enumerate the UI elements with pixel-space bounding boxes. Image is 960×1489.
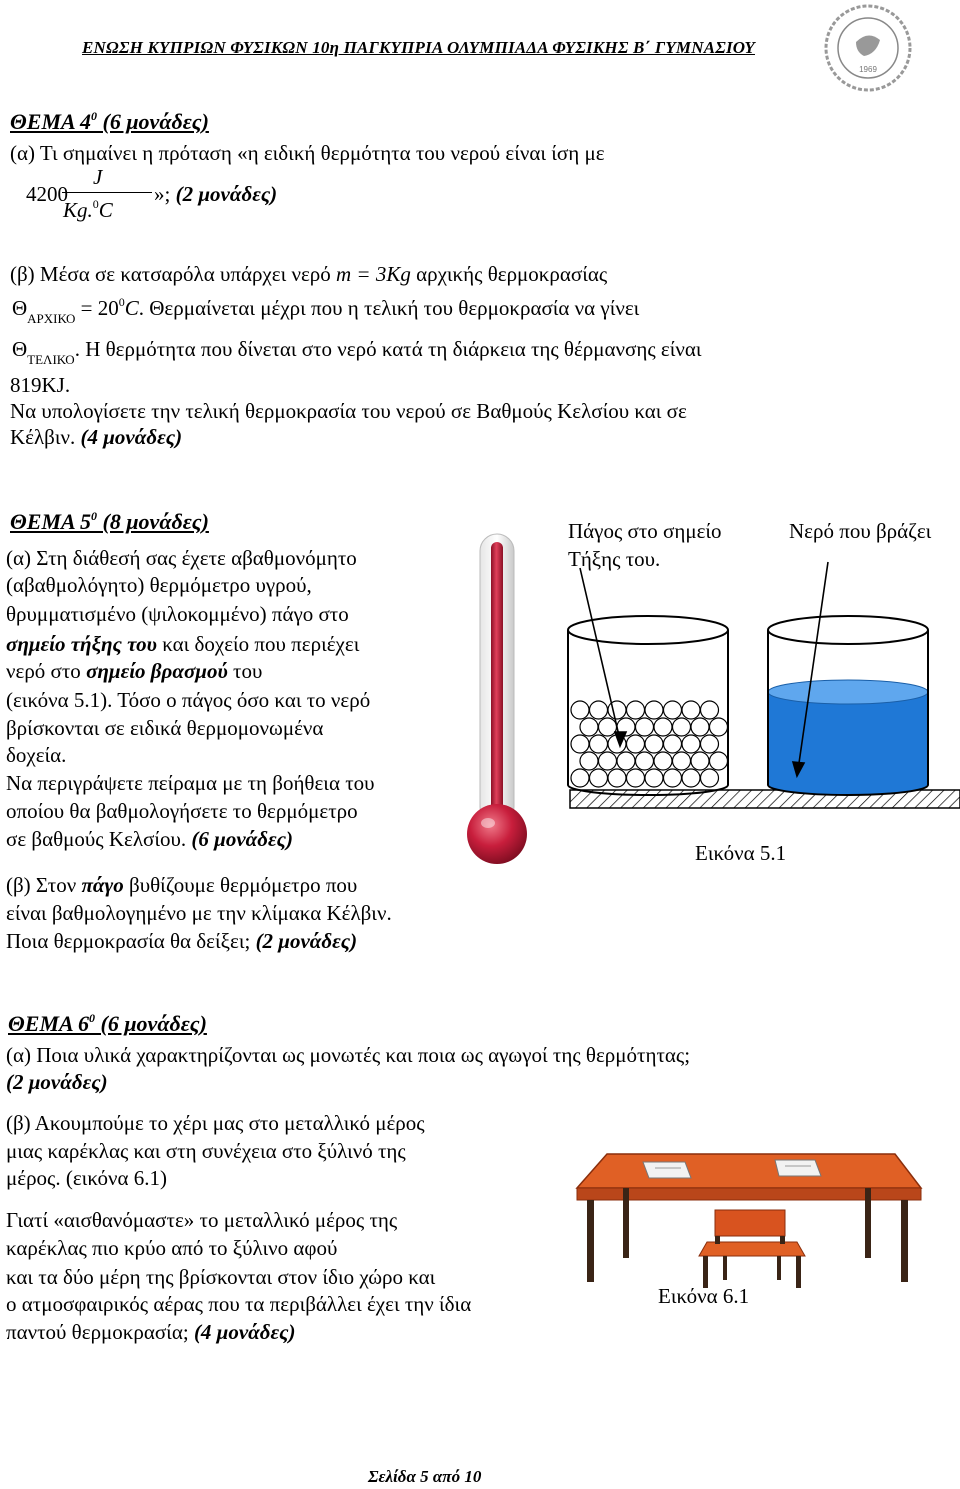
q5-a-line5-start: νερό στο — [6, 659, 87, 683]
subscript-final: ΤΕΛΙΚΟ — [27, 352, 75, 367]
figure-5-1-caption: Εικόνα 5.1 — [695, 841, 787, 865]
desk-top — [577, 1154, 921, 1188]
ice-piece — [682, 769, 700, 787]
q5-a-line1: (α) Στη διάθεσή σας έχετε αβαθμονόμητο — [6, 546, 357, 570]
q6-title-sup: 0 — [89, 1011, 95, 1025]
q4-b-line6 — [10, 425, 182, 449]
q4-a-end — [154, 182, 277, 206]
q6-c-line3: και τα δύο μέρη της βρίσκονται στον ίδιο χώρο και — [6, 1265, 436, 1289]
q4-a-line: (α) Τι σημαίνει η πρόταση «η ειδική θερμότητα του νερού είναι ίση με — [10, 141, 605, 165]
q4-b-line2-end: . Θερμαίνεται μέχρι που η τελική του θερμοκρασία να γίνει — [138, 296, 640, 320]
q6-a-points: (2 μονάδες) — [6, 1070, 108, 1094]
q4-b-line1 — [10, 262, 607, 286]
ice-piece — [701, 735, 719, 753]
ice-piece — [608, 769, 626, 787]
figure-5-1-beakers — [540, 560, 960, 830]
q5-a-line7: βρίσκονται σε ειδικά θερμομονωμένα — [6, 716, 324, 740]
q4-b-mass: m = 3Kg — [336, 262, 411, 286]
q4-a-number: 4200 — [26, 182, 68, 206]
q6-c-line2: καρέκλας πιο κρύο από το ξύλινο αφού — [6, 1236, 338, 1260]
ice-piece — [599, 718, 617, 736]
q4-a-frac-den-sup: 0 — [92, 197, 99, 211]
q6-a-line: (α) Ποια υλικά χαρακτηρίζονται ως μονωτές και ποια ως αγωγοί της θερμότητας; — [6, 1043, 691, 1067]
q5-a-bold2: σημείο βρασμού — [86, 659, 228, 683]
ice-piece — [682, 701, 700, 719]
q5-a-line5-end: του — [227, 659, 263, 683]
ice-piece — [645, 769, 663, 787]
q4-a-frac-den-text: Kg. — [63, 198, 93, 222]
q5-b-line1-end: βυθίζουμε θερμόμετρο που — [123, 873, 358, 897]
ice-piece — [673, 752, 691, 770]
q6-title — [8, 1012, 207, 1039]
q4-a-frac-denominator — [63, 198, 113, 225]
ice-piece — [654, 718, 672, 736]
ice-piece — [617, 752, 635, 770]
q4-specific-heat-expression — [26, 165, 306, 225]
q5-title-text: ΘΕΜΑ 5 — [10, 509, 91, 534]
page-footer: Σελίδα 5 από 10 — [368, 1467, 482, 1486]
ice-piece — [571, 701, 589, 719]
ice-piece — [571, 769, 589, 787]
q5-title-sup: 0 — [91, 509, 97, 523]
ice-piece — [701, 769, 719, 787]
boiling-water-beaker — [768, 616, 928, 795]
q5-title-points: (8 μονάδες) — [97, 509, 209, 534]
ice-piece — [701, 701, 719, 719]
q4-b-line5: Να υπολογίσετε την τελική θερμοκρασία του νερού σε Βαθμούς Κελσίου και σε — [10, 399, 687, 423]
ice-piece — [627, 701, 645, 719]
q5-a-mid1: και δοχείο που περιέχει — [156, 632, 360, 656]
ice-piece — [636, 718, 654, 736]
ice-piece — [590, 735, 608, 753]
ice-piece — [682, 735, 700, 753]
chair-backrest — [715, 1210, 785, 1236]
page-header: ΕΝΩΣΗ ΚΥΠΡΙΩΝ ΦΥΣΙΚΩΝ 10η ΠΑΓΚΥΠΡΙΑ ΟΛΥΜΠΙΑΔΑ ΦΥΣΙΚΗΣ Β΄ ΓΥΜΝΑΣΙΟΥ — [82, 38, 755, 57]
q5-title — [10, 510, 209, 537]
q4-b-line1-start: (β) Μέσα σε κατσαρόλα υπάρχει νερό — [10, 262, 337, 286]
q5-b-bold: πάγο — [81, 873, 124, 897]
q4-title — [10, 110, 209, 137]
q6-b-line2: μιας καρέκλας και στη συνέχεια στο ξύλινό της — [6, 1139, 406, 1163]
ice-piece — [571, 735, 589, 753]
ice-piece — [580, 752, 598, 770]
ice-beaker — [568, 616, 728, 795]
ice-piece — [636, 752, 654, 770]
ice-piece — [645, 701, 663, 719]
q4-b-points: (4 μονάδες) — [80, 425, 183, 449]
q4-a-points: (2 μονάδες) — [175, 182, 278, 206]
chair — [699, 1210, 805, 1288]
q4-b-line3 — [12, 337, 702, 367]
association-logo — [818, 2, 918, 96]
q4-b-line6-text: Κέλβιν. — [10, 425, 81, 449]
q4-b-init-unit: C — [124, 296, 139, 320]
q5-b-start: (β) Στον — [6, 873, 82, 897]
logo-year: 1969 — [859, 65, 877, 74]
q5-a-line8: δοχεία. — [6, 743, 67, 767]
ice-piece — [691, 718, 709, 736]
q4-title-points: (6 μονάδες) — [97, 109, 209, 134]
q5-b-line1 — [6, 873, 357, 897]
thermometer-illustration — [462, 530, 532, 870]
q5-b-line3 — [6, 929, 357, 953]
q5-a-line11 — [6, 827, 293, 851]
ice-piece — [664, 735, 682, 753]
ice-piece — [710, 718, 728, 736]
q6-c-line4: ο ατμοσφαιρικός αέρας που τα περιβάλλει έχει την ίδια — [6, 1292, 472, 1316]
q5-a-line5 — [6, 659, 262, 683]
q5-a-line6: (εικόνα 5.1). Τόσο ο πάγος όσο και το νερό — [6, 688, 371, 712]
fraction-bar — [62, 192, 152, 193]
q6-c-last: παντού θερμοκρασία; — [6, 1320, 194, 1344]
q4-b-init-value: = 20 — [75, 296, 119, 320]
ice-piece — [580, 718, 598, 736]
chair-seat — [699, 1242, 805, 1256]
q4-title-text: ΘΕΜΑ 4 — [10, 109, 91, 134]
ice-piece — [654, 752, 672, 770]
ice-piece — [673, 718, 691, 736]
q5-a-bold1: σημείο τήξης του — [6, 632, 157, 656]
theta-symbol-final: Θ — [12, 337, 28, 361]
q6-c-line5 — [6, 1320, 296, 1344]
q4-b-line3-end: . Η θερμότητα που δίνεται στο νερό κατά τη διάρκεια της θέρμανσης είναι — [74, 337, 702, 361]
q6-title-points: (6 μονάδες) — [95, 1011, 207, 1036]
q4-b-init-sup: 0 — [118, 295, 125, 309]
q5-b-line2: είναι βαθμολογημένο με την κλίμακα Κέλβιν. — [6, 901, 392, 925]
paper-1 — [643, 1162, 691, 1178]
q6-b-line3: μέρος. (εικόνα 6.1) — [6, 1166, 167, 1190]
q6-b-line1: (β) Ακουμπούμε το χέρι μας στο μεταλλικό μέρος — [6, 1111, 425, 1135]
q5-a-line9: Να περιγράψετε πείραμα με τη βοήθεια του — [6, 771, 375, 795]
q4-b-line4: 819KJ. — [10, 373, 71, 397]
q5-a-points: (6 μονάδες) — [191, 827, 293, 851]
figure-6-1-desk-chair — [565, 1118, 957, 1290]
q4-b-line2 — [12, 295, 640, 326]
fig51-label-ice-2: Τήξης του. — [568, 547, 661, 571]
q5-a-line10: οποίου θα βαθμολογήσετε το θερμόμετρο — [6, 799, 358, 823]
subscript-initial: ΑΡΧΙΚΟ — [27, 311, 76, 326]
q5-b-points: (2 μονάδες) — [255, 929, 358, 953]
q4-a-end-text: »; — [154, 182, 176, 206]
q4-title-sup: 0 — [91, 109, 97, 123]
q5-a-line2: (αβαθμολόγητο) θερμόμετρο υγρού, — [6, 573, 312, 597]
ice-piece — [627, 735, 645, 753]
ice-pieces — [571, 701, 728, 787]
ice-piece — [664, 769, 682, 787]
ice-piece — [664, 701, 682, 719]
fig51-label-water: Νερό που βράζει — [789, 519, 932, 543]
ice-piece — [608, 701, 626, 719]
ice-piece — [710, 752, 728, 770]
ice-piece — [627, 769, 645, 787]
ice-piece — [599, 752, 617, 770]
q5-b-line3-text: Ποια θερμοκρασία θα δείξει; — [6, 929, 256, 953]
paper-2 — [775, 1160, 821, 1176]
q5-a-line3: θρυμματισμένο (ψιλοκομμένο) πάγο στο — [6, 602, 349, 626]
ice-piece — [645, 735, 663, 753]
ice-piece — [590, 701, 608, 719]
q5-a-last: σε βαθμούς Κελσίου. — [6, 827, 192, 851]
q4-b-line1-end: αρχικής θερμοκρασίας — [410, 262, 608, 286]
ice-piece — [590, 769, 608, 787]
q6-title-text: ΘΕΜΑ 6 — [8, 1011, 89, 1036]
ice-piece — [691, 752, 709, 770]
figure-6-1-caption: Εικόνα 6.1 — [658, 1284, 750, 1308]
q4-a-frac-numerator: J — [93, 165, 103, 189]
q5-a-line4 — [6, 632, 359, 656]
q6-c-points: (4 μονάδες) — [193, 1320, 296, 1344]
theta-symbol-initial: Θ — [12, 296, 28, 320]
fig51-label-ice-1: Πάγος στο σημείο — [568, 519, 722, 543]
q6-c-line1: Γιατί «αισθανόμαστε» το μεταλλικό μέρος της — [6, 1208, 398, 1232]
q4-a-frac-den-unit: C — [98, 198, 113, 222]
